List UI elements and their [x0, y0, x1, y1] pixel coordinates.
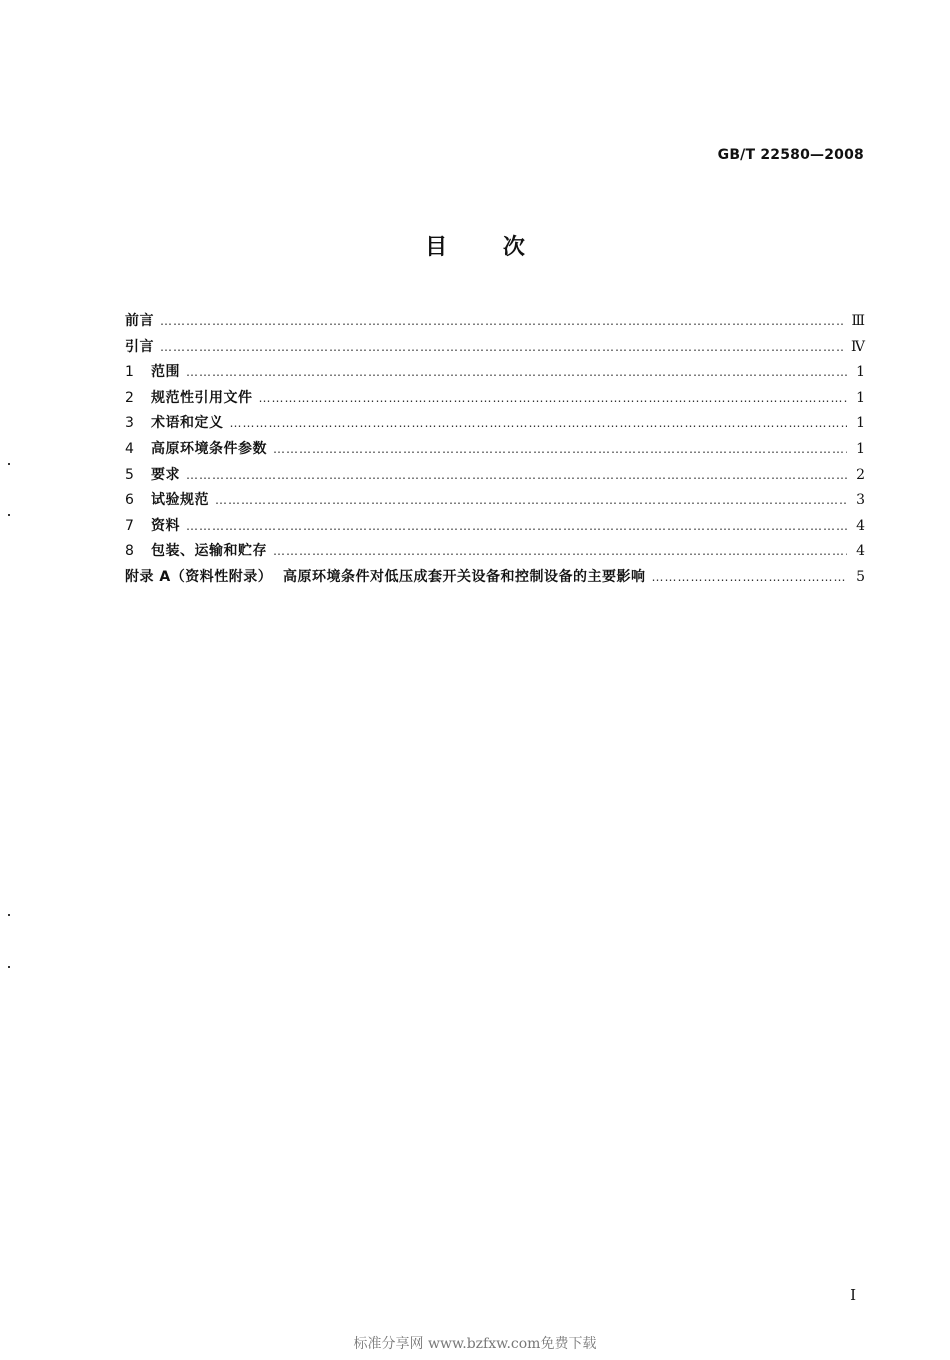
margin-dot — [8, 914, 10, 916]
toc-entry-page: 4 — [856, 543, 865, 560]
toc-entry-text: 附录 A（资料性附录） 高原环境条件对低压成套开关设备和控制设备的主要影响 — [125, 568, 646, 585]
margin-dot — [8, 463, 10, 465]
toc-entry-number: 2 — [125, 389, 134, 406]
toc-entry-2[interactable] — [125, 387, 865, 413]
toc-leader-dots — [215, 493, 847, 507]
toc-leader-dots — [186, 519, 847, 533]
page-number: I — [850, 1286, 856, 1304]
toc-entry-1[interactable] — [125, 361, 865, 387]
toc-entry-text: 要求 — [151, 466, 180, 483]
toc-entry-annex-a[interactable] — [125, 566, 865, 592]
toc-entry-text: 术语和定义 — [151, 415, 224, 432]
toc-leader-dots — [160, 314, 845, 328]
toc-entry-5[interactable] — [125, 464, 865, 490]
toc-leader-dots — [273, 544, 847, 558]
toc-entry-page: 1 — [856, 415, 865, 432]
toc-entry-introduction[interactable] — [125, 336, 865, 362]
toc-entry-6[interactable] — [125, 489, 865, 515]
toc-leader-dots — [186, 365, 847, 379]
toc-entry-page: 4 — [856, 517, 865, 534]
toc-entry-8[interactable] — [125, 540, 865, 566]
toc-entry-4[interactable] — [125, 438, 865, 464]
toc-title: 目 次 — [425, 235, 525, 260]
toc-entry-text: 引言 — [125, 338, 154, 355]
toc-entry-7[interactable] — [125, 515, 865, 541]
toc-leader-dots — [160, 340, 845, 354]
toc-entry-number: 7 — [125, 517, 134, 534]
toc-leader-dots — [186, 468, 847, 482]
toc-entry-text: 高原环境条件参数 — [151, 440, 267, 457]
toc-entry-page: 2 — [856, 466, 865, 483]
toc-leader-dots — [230, 416, 848, 430]
watermark-text: 标准分享网 www.bzfxw.com免费下载 — [353, 1336, 597, 1352]
toc-entry-text: 包装、运输和贮存 — [151, 543, 267, 560]
toc-entry-page: Ⅲ — [851, 313, 865, 329]
toc-list — [125, 310, 865, 592]
toc-entry-page: 5 — [856, 568, 865, 585]
toc-entry-number: 8 — [125, 543, 134, 560]
toc-entry-number: 3 — [125, 415, 134, 432]
toc-entry-page: 1 — [856, 364, 865, 381]
toc-leader-dots — [273, 442, 847, 456]
toc-entry-number: 1 — [125, 364, 134, 381]
toc-entry-number: 4 — [125, 440, 134, 457]
margin-dot — [8, 966, 10, 968]
toc-entry-page: 3 — [856, 492, 865, 509]
toc-entry-text: 试验规范 — [151, 492, 209, 509]
toc-entry-text: 前言 — [125, 313, 154, 329]
toc-entry-page: 1 — [856, 389, 865, 406]
toc-entry-page: 1 — [856, 440, 865, 457]
toc-entry-foreword[interactable] — [125, 310, 865, 336]
toc-entry-number: 5 — [125, 466, 134, 483]
toc-entry-text: 资料 — [151, 517, 180, 534]
toc-leader-dots — [259, 391, 848, 405]
toc-entry-number: 6 — [125, 492, 134, 509]
toc-entry-3[interactable] — [125, 412, 865, 438]
toc-leader-dots — [651, 570, 847, 584]
toc-entry-text: 范围 — [151, 364, 180, 381]
margin-dot — [8, 514, 10, 516]
toc-entry-page: Ⅳ — [851, 338, 865, 355]
standard-number: GB/T 22580—2008 — [717, 147, 864, 163]
toc-entry-text: 规范性引用文件 — [151, 389, 253, 406]
